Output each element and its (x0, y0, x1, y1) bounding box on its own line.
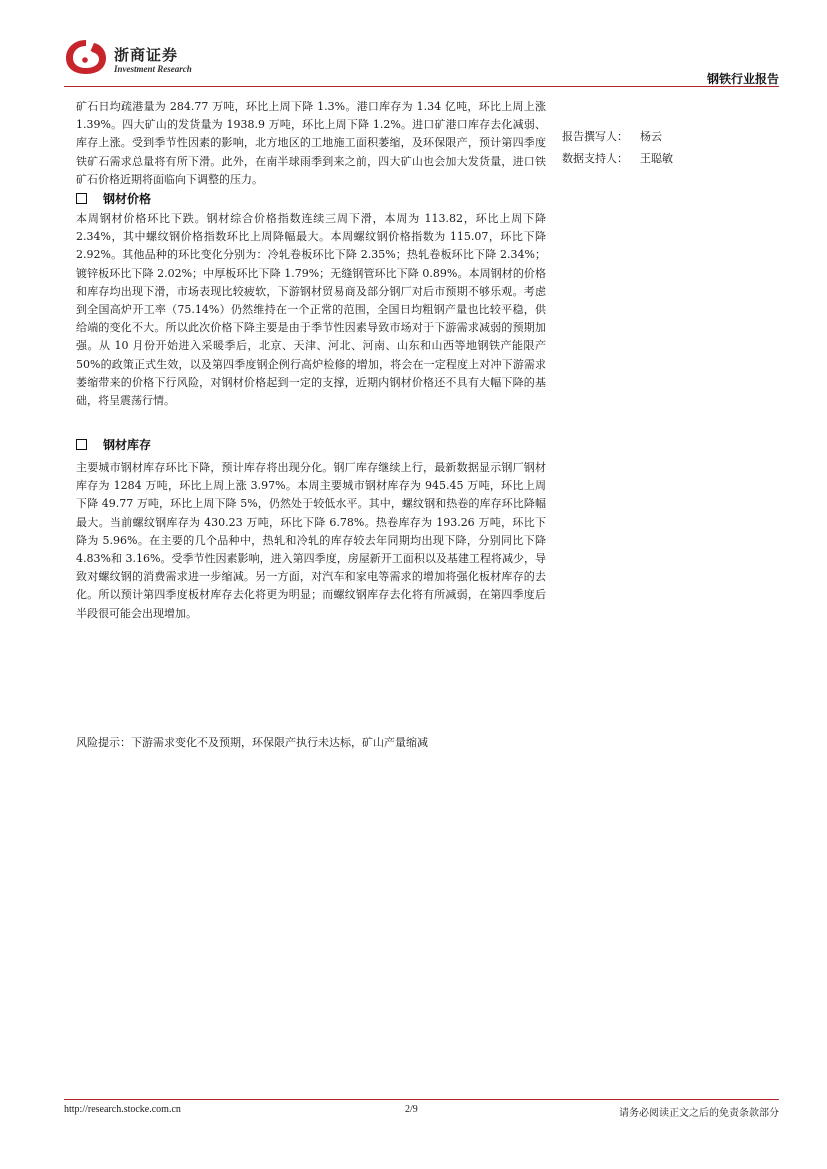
page-number: 2/9 (405, 1104, 418, 1115)
report-type-title: 钢铁行业报告 (706, 72, 779, 86)
intro-block (76, 98, 546, 189)
section-title: 钢材库存 (103, 438, 152, 452)
section-title: 钢材价格 (103, 192, 152, 206)
brand-name-en: Investment Research (114, 64, 192, 74)
intro-paragraph: 矿石日均疏港量为 284.77 万吨，环比上周下降 1.3%。港口库存为 1.34 亿吨，环比上周上涨 1.39%。四大矿山的发货量为 1938.9 万吨，环比上周下降 1.2%。进口矿港口库存去化减弱、库存上涨。受到季节性因素的影响，北方地区的工地施工面积萎缩，及环保限产，预计第四季度铁矿石需求总量将有所下滑。此外，在南半球雨季到来之前，四大矿山也会加大发货量，进口铁矿石价格近期将面临向下调整的压力。 (76, 100, 546, 186)
footer-disclaimer: 请务必阅读正文之后的免责条款部分 (619, 1108, 779, 1119)
author-name: 杨云 (640, 130, 662, 143)
checkbox-bullet-icon (76, 439, 87, 450)
section-paragraph: 本周钢材价格环比下跌。钢材综合价格指数连续三周下滑，本周为 113.82，环比上周下降 2.34%，其中螺纹钢价格指数环比上周降幅最大。本周螺纹钢价格指数为 115.07，环比下降 2.92%。其他品种的环比变化分别为：冷轧卷板环比下降 2.35%；热轧卷板环比下降 2.34%；镀锌板环比下降 2.02%；中厚板环比下降 1.79%；无缝钢管环比下降 0.89%。本周钢材的价格和库存均出现下滑，市场表现比较疲软，下游钢材贸易商及部分钢厂对后市预期不够乐观。考虑到全国高炉开工率（75.14%）仍然维持在一个正常的范围，全国日均粗钢产量也比较平稳，供给端的变化不大。所以此次价格下降主要是由于季节性因素导致市场对于下游需求减弱的预期加强。从 10 月份开始进入采暖季后，北京、天津、河北、河南、山东和山西等地钢铁产能限产 50%的政策正式生效，以及第四季度钢企例行高炉检修的增加，将会在一定程度上对冲下游需求萎缩带来的价格下行风险，对钢材价格起到一定的支撑，近期内钢材价格还不具有大幅下降的基础，将呈震荡行情。 (76, 212, 546, 408)
section-steel-inventory-body (76, 459, 546, 623)
support-label: 数据支持人： (562, 152, 628, 165)
footer-url-link[interactable]: http://research.stocke.com.cn (64, 1104, 181, 1115)
section-steel-price-body (76, 210, 546, 410)
brand-name-cn: 浙商证券 (114, 46, 179, 64)
support-name: 王聪敏 (640, 152, 673, 165)
risk-notice: 风险提示：下游需求变化不及预期，环保限产执行未达标，矿山产量缩减 (76, 736, 428, 749)
section-paragraph: 主要城市钢材库存环比下降，预计库存将出现分化。钢厂库存继续上行，最新数据显示钢厂钢材库存为 1284 万吨，环比上周上涨 3.97%。本周主要城市钢材库存为 945.45 万吨，环比上周下降 49.77 万吨，环比上周下降 5%，仍然处于较低水平。其中，螺纹钢和热卷的库存环比降幅最大。当前螺纹钢库存为 430.23 万吨，环比下降 6.78%。热卷库存为 193.26 万吨，环比下降为 5.96%。在主要的几个品种中，热轧和冷轧的库存较去年同期均出现下降，分别同比下降 4.83%和 3.16%。受季节性因素影响，进入第四季度，房屋新开工面积以及基建工程将减少，导致对螺纹钢的消费需求进一步缩减。另一方面，对汽车和家电等需求的增加将强化板材库存的去化。所以预计第四季度板材库存去化将更为明显；而螺纹钢库存去化将有所减弱，在第四季度后半段很可能会出现增加。 (76, 461, 546, 620)
author-label: 报告撰写人： (562, 130, 628, 143)
support-row (562, 148, 673, 170)
brand-logo-icon (64, 38, 108, 76)
footer-divider (64, 1099, 779, 1100)
section-heading-steel-inventory (76, 436, 151, 454)
section-heading-steel-price (76, 190, 151, 208)
checkbox-bullet-icon (76, 193, 87, 204)
brand-logo (64, 38, 192, 78)
header-divider (64, 86, 779, 87)
author-row (562, 126, 673, 148)
sidebar-authors (562, 126, 673, 170)
